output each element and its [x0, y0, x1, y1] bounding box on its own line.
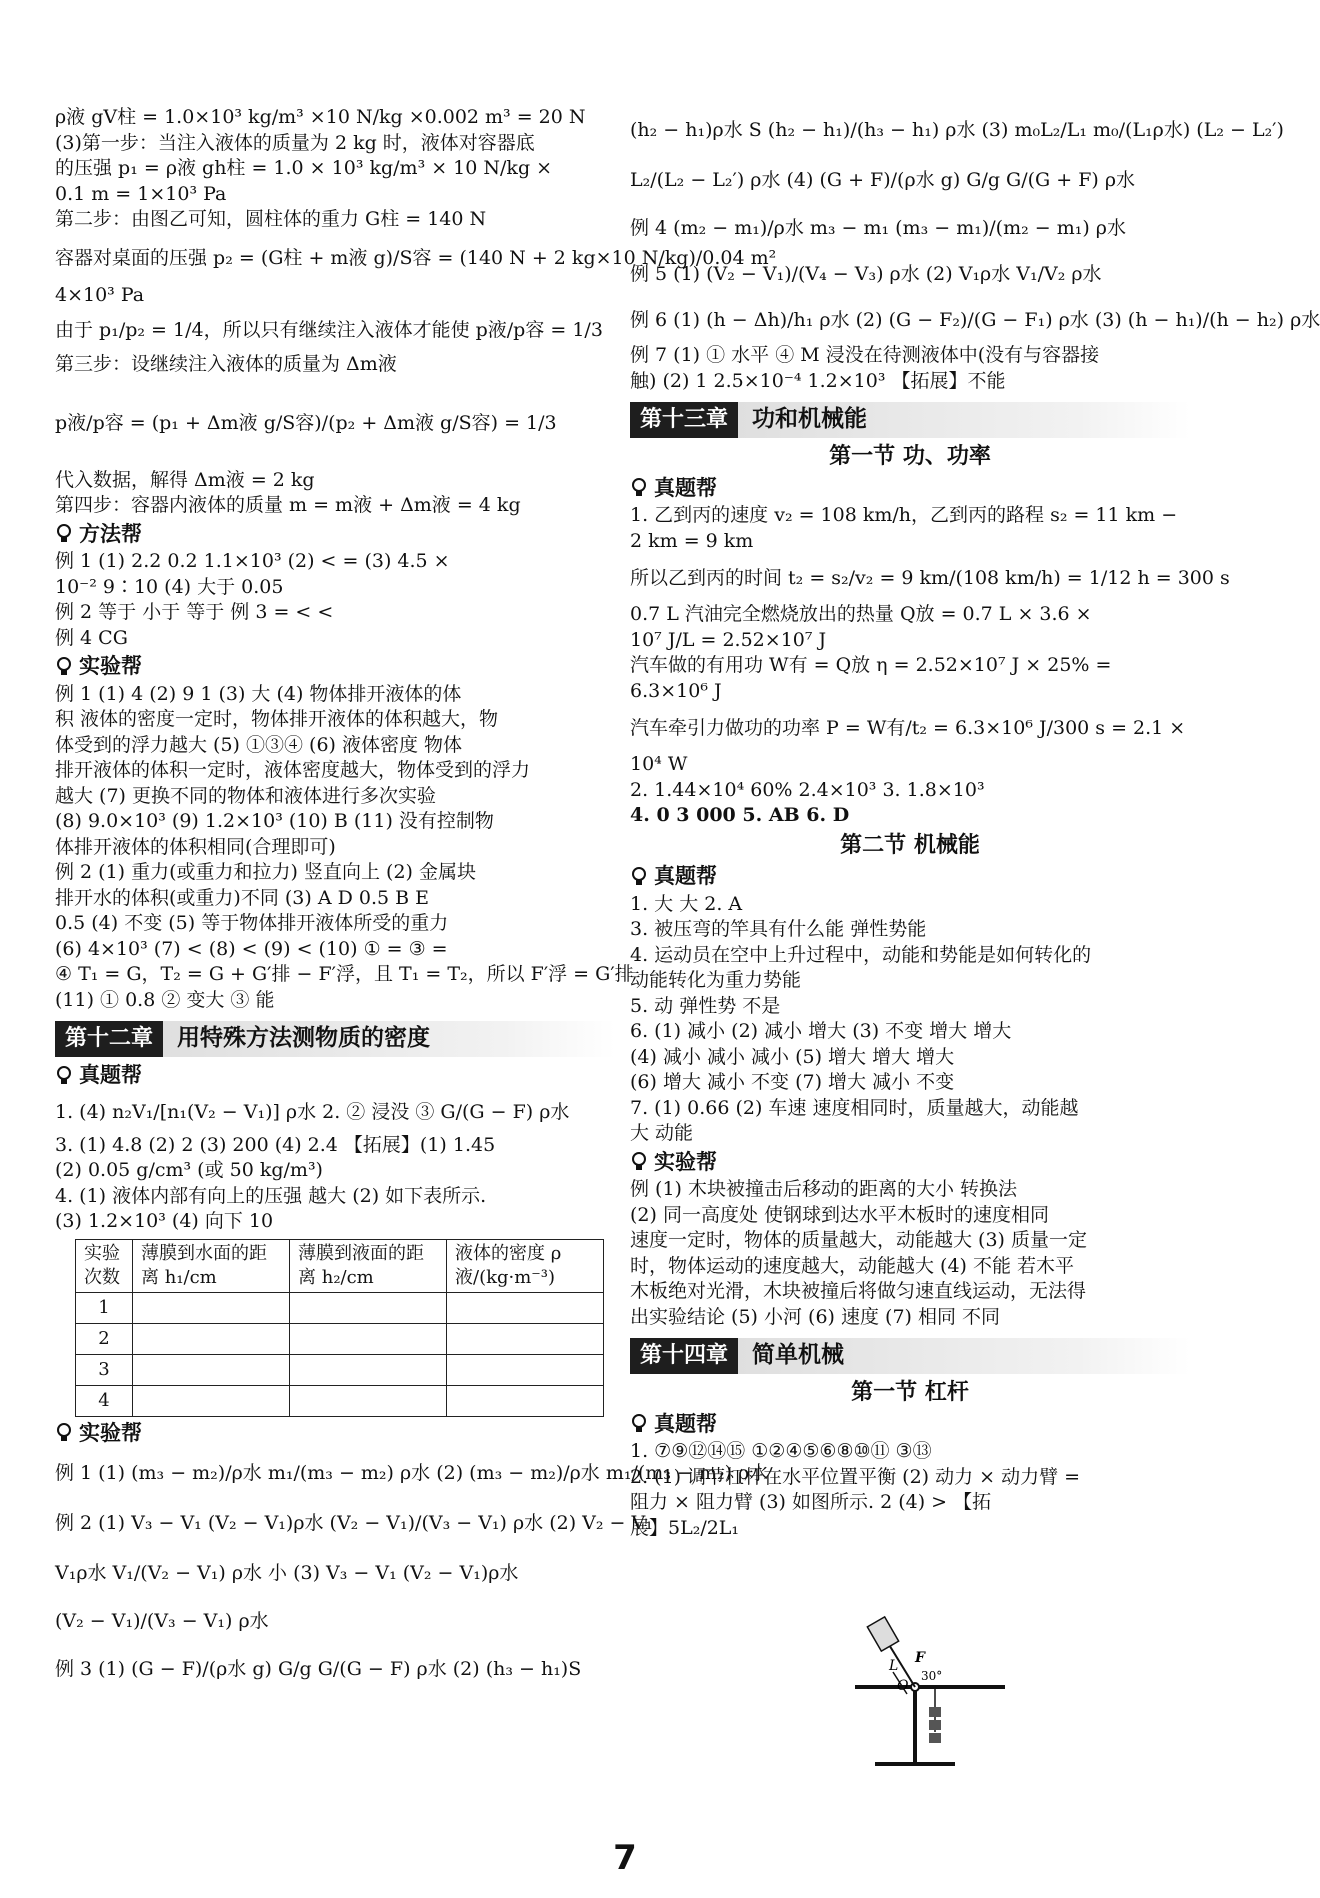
- text-line: 代入数据，解得 Δm液 = 2 kg: [55, 468, 315, 491]
- text-line: 10⁻² 9∶10 (4) 大于 0.05: [55, 575, 284, 598]
- lightbulb-icon: [55, 524, 73, 544]
- section-experiment-heading: [55, 654, 615, 680]
- text-line: 3. 被压弯的竿具有什么能 弹性势能: [630, 918, 927, 940]
- text-line: 4. 运动员在空中上升过程中，动能和势能是如何转化的: [630, 943, 1092, 966]
- table-header: 薄膜到液面的距离 h₂/cm: [290, 1239, 447, 1292]
- text-line: 3. (1) 4.8 (2) 2 (3) 200 (4) 2.4 【拓展】(1) 1.45: [55, 1133, 496, 1156]
- section-title: 第一节 功、功率: [829, 444, 991, 469]
- lightbulb-icon: [630, 867, 648, 887]
- text-line: 出实验结论 (5) 小河 (6) 速度 (7) 相同 不同: [630, 1305, 1001, 1328]
- text-line: 第二步：由图乙可知，圆柱体的重力 G柱 = 140 N: [55, 208, 487, 230]
- text-line: 10⁷ J/L = 2.52×10⁷ J: [630, 628, 827, 651]
- text-line: 第三步：设继续注入液体的质量为 Δm液: [55, 353, 397, 375]
- text-line: 速度一定时，物体的质量越大，动能越大 (3) 质量一定: [630, 1229, 1087, 1251]
- chapter-tag: 第十三章: [630, 402, 738, 438]
- text-line: 0.7 L 汽油完全燃烧放出的热量 Q放 = 0.7 L × 3.6 ×: [630, 603, 1092, 625]
- text-line: 0.1 m = 1×10³ Pa: [55, 182, 227, 205]
- section-label: 真题帮: [654, 475, 717, 500]
- weight: [929, 1707, 941, 1717]
- text-line: 0.5 (4) 不变 (5) 等于物体排开液体所受的重力: [55, 912, 449, 934]
- text-line: 5. 动 弹性势 不是: [630, 994, 781, 1017]
- text-line: (3) 1.2×10³ (4) 向下 10: [55, 1210, 274, 1232]
- text-line: 例 2 (1) 重力(或重力和拉力) 竖直向上 (2) 金属块: [55, 861, 476, 883]
- text-line: 例 2 等于 小于 等于 例 3 = < <: [55, 601, 334, 623]
- text-line: 例 6 (1) (h − Δh)/h₁ ρ水 (2) (G − F₂)/(G − F₁) ρ水 (3) (h − h₁)/(h − h₂) ρ水: [630, 309, 1320, 331]
- text-line: 4. 0 3 000 5. AB 6. D: [630, 804, 850, 826]
- table-cell: 2: [76, 1323, 133, 1354]
- table-cell: 4: [76, 1385, 133, 1416]
- text-line: (V₂ − V₁)/(V₃ − V₁) ρ水: [55, 1610, 269, 1632]
- chapter-12-banner: [55, 1021, 615, 1057]
- table-header-row: [76, 1239, 604, 1292]
- text-line: 2 km = 9 km: [630, 529, 754, 552]
- table-row: [76, 1354, 604, 1385]
- text-line: 阻力 × 阻力臂 (3) 如图所示. 2 (4) > 【拓: [630, 1491, 992, 1513]
- table-cell: [133, 1385, 290, 1416]
- text-line: 越大 (7) 更换不同的物体和液体进行多次实验: [55, 784, 436, 807]
- text-line: (8) 9.0×10³ (9) 1.2×10³ (10) B (11) 没有控制物: [55, 810, 494, 832]
- text-line: 例 1 (1) 4 (2) 9 1 (3) 大 (4) 物体排开液体的体: [55, 682, 462, 705]
- text-line: (3)第一步：当注入液体的质量为 2 kg 时，液体对容器底: [55, 131, 535, 154]
- spring-scale: [867, 1617, 898, 1651]
- text-line: 4×10³ Pa: [55, 283, 145, 306]
- text-line: 所以乙到丙的时间 t₂ = s₂/v₂ = 9 km/(108 km/h) = 1/12 h = 300 s: [630, 567, 1230, 589]
- text-line: 体排开液体的体积相同(合理即可): [55, 835, 336, 858]
- text-line: 2. (1) 调节杠杆在水平位置平衡 (2) 动力 × 动力臂 =: [630, 1465, 1081, 1488]
- text-line: 排开水的体积(或重力)不同 (3) A D 0.5 B E: [55, 886, 429, 909]
- text-line: 1. 大 大 2. A: [630, 892, 743, 915]
- section-real-heading: [630, 1412, 1190, 1438]
- section-real-heading: [630, 476, 1190, 502]
- text-line: ρ液 gV柱 = 1.0×10³ kg/m³ ×10 N/kg ×0.002 m³ = 20 N: [55, 106, 586, 128]
- table-header: 实验次数: [76, 1239, 133, 1292]
- lever-figure: [845, 1612, 1015, 1782]
- right-column: [630, 105, 1320, 1541]
- section-label: 方法帮: [79, 521, 142, 546]
- section-label: 实验帮: [79, 1420, 142, 1445]
- table-cell: [447, 1292, 604, 1323]
- text-line: 例 1 (1) (m₃ − m₂)/ρ水 m₁/(m₃ − m₂) ρ水 (2) (m₃ − m₂)/ρ水 m₁/(m₃ − m₂) ρ水: [55, 1462, 769, 1484]
- chapter-13-banner: [630, 402, 1190, 438]
- text-line: 积 液体的密度一定时，物体排开液体的体积越大，物: [55, 708, 499, 730]
- section-label: 真题帮: [79, 1063, 142, 1087]
- chapter-tag: 第十四章: [630, 1338, 738, 1374]
- weight: [929, 1733, 941, 1743]
- text-line: 例 3 (1) (G − F)/(ρ水 g) G/g G/(G − F) ρ水 (2) (h₃ − h₁)S: [55, 1658, 582, 1680]
- text-line: 排开液体的体积一定时，液体密度越大，物体受到的浮力: [55, 759, 531, 781]
- label-F: F: [915, 1650, 925, 1666]
- lightbulb-icon: [55, 1066, 73, 1086]
- lightbulb-icon: [630, 478, 648, 498]
- section-real-heading: [630, 864, 1190, 890]
- table-cell: 1: [76, 1292, 133, 1323]
- text-line: 2. 1.44×10⁴ 60% 2.4×10³ 3. 1.8×10³: [630, 778, 985, 801]
- text-line: 触) (2) 1 2.5×10⁻⁴ 1.2×10³ 【拓展】不能: [630, 369, 1006, 392]
- text-line: 6. (1) 减小 (2) 减小 增大 (3) 不变 增大 增大: [630, 1020, 1012, 1042]
- text-line: 例 7 (1) ① 水平 ④ M 浸没在待测液体中(没有与容器接: [630, 344, 1100, 366]
- table-row: [76, 1385, 604, 1416]
- text-line: 例 1 (1) 2.2 0.2 1.1×10³ (2) < = (3) 4.5 ×: [55, 550, 450, 572]
- label-angle: 30°: [921, 1669, 943, 1683]
- table-header: 薄膜到水面的距离 h₁/cm: [133, 1239, 290, 1292]
- text-line: 的压强 p₁ = ρ液 gh柱 = 1.0 × 10³ kg/m³ × 10 N/kg ×: [55, 157, 553, 179]
- text-line: 第四步：容器内液体的质量 m = m液 + Δm液 = 4 kg: [55, 494, 521, 516]
- text-line: 4. (1) 液体内部有向上的压强 越大 (2) 如下表所示.: [55, 1184, 487, 1207]
- table-cell: [290, 1354, 447, 1385]
- lightbulb-icon: [55, 1423, 73, 1443]
- text-line: 动能转化为重力势能: [630, 969, 802, 991]
- page-number: 7: [613, 1838, 637, 1878]
- text-line: 6.3×10⁶ J: [630, 679, 722, 702]
- text-line: 1. (4) n₂V₁/[n₁(V₂ − V₁)] ρ水 2. ② 浸没 ③ G/(G − F) ρ水: [55, 1100, 570, 1123]
- section-label: 实验帮: [79, 654, 142, 678]
- text-line: 例 4 CG: [55, 626, 128, 649]
- text-line: 7. (1) 0.66 (2) 车速 速度相同时，质量越大，动能越: [630, 1096, 1079, 1119]
- text-line: (h₂ − h₁)ρ水 S (h₂ − h₁)/(h₃ − h₁) ρ水 (3) m₀L₂/L₁ m₀/(L₁ρ水) (L₂ − L₂′): [630, 119, 1284, 141]
- table-cell: [447, 1323, 604, 1354]
- text-line: 体受到的浮力越大 (5) ①③④ (6) 液体密度 物体: [55, 733, 463, 756]
- text-line: 例 (1) 木块被撞击后移动的距离的大小 转换法: [630, 1178, 1018, 1200]
- table-cell: [290, 1292, 447, 1323]
- text-line: L₂/(L₂ − L₂′) ρ水 (4) (G + F)/(ρ水 g) G/g G/(G + F) ρ水: [630, 169, 1136, 191]
- lightbulb-icon: [630, 1414, 648, 1434]
- section-real-heading: [55, 1063, 615, 1089]
- text-line: 展】5L₂/2L₁: [630, 1516, 740, 1539]
- section-title: 第一节 杠杆: [851, 1380, 969, 1405]
- text-line: 汽车做的有用功 W有 = Q放 η = 2.52×10⁷ J × 25% =: [630, 654, 1112, 676]
- section-method-heading: [55, 522, 615, 548]
- data-table: [75, 1239, 604, 1417]
- section-label: 真题帮: [654, 864, 717, 888]
- text-line: (4) 减小 减小 减小 (5) 增大 增大 增大: [630, 1045, 955, 1068]
- label-L: L: [889, 1658, 899, 1674]
- section-label: 实验帮: [654, 1149, 717, 1174]
- text-line: (6) 增大 减小 不变 (7) 增大 减小 不变: [630, 1071, 955, 1093]
- text-line: (11) ① 0.8 ② 变大 ③ 能: [55, 988, 275, 1011]
- section-experiment-heading: [630, 1150, 1190, 1176]
- table-cell: [447, 1385, 604, 1416]
- table-cell: [447, 1354, 604, 1385]
- text-line: 例 5 (1) (V₂ − V₁)/(V₄ − V₃) ρ水 (2) V₁ρ水 V₁/V₂ ρ水: [630, 263, 1102, 285]
- table-cell: [133, 1354, 290, 1385]
- text-line: p液/p容 = (p₁ + Δm液 g/S容)/(p₂ + Δm液 g/S容) = 1/3: [55, 411, 557, 434]
- text-line: 汽车牵引力做功的功率 P = W有/t₂ = 6.3×10⁶ J/300 s = 2.1 ×: [630, 717, 1186, 739]
- text-line: (6) 4×10³ (7) < (8) < (9) < (10) ① = ③ =: [55, 937, 448, 960]
- text-line: (2) 0.05 g/cm³ (或 50 kg/m³): [55, 1159, 323, 1181]
- table-row: [76, 1292, 604, 1323]
- text-line: V₁ρ水 V₁/(V₂ − V₁) ρ水 小 (3) V₃ − V₁ (V₂ − V₁)ρ水: [55, 1562, 519, 1584]
- text-line: 1. 乙到丙的速度 v₂ = 108 km/h，乙到丙的路程 s₂ = 11 km −: [630, 504, 1178, 526]
- table-cell: [133, 1323, 290, 1354]
- label-O: O: [897, 1678, 909, 1694]
- chapter-title: 功和机械能: [752, 406, 868, 433]
- table-header: 液体的密度 ρ液/(kg·m⁻³): [447, 1239, 604, 1292]
- table-cell: [290, 1385, 447, 1416]
- table-row: [76, 1323, 604, 1354]
- weight: [929, 1720, 941, 1730]
- section-label: 真题帮: [654, 1411, 717, 1436]
- text-line: 容器对桌面的压强 p₂ = (G柱 + m液 g)/S容 = (140 N + 2 kg×10 N/kg)/0.04 m²: [55, 246, 777, 269]
- text-line: 时，物体运动的速度越大，动能越大 (4) 不能 若木平: [630, 1254, 1075, 1277]
- chapter-title: 简单机械: [752, 1342, 845, 1369]
- section-experiment-heading: [55, 1421, 615, 1447]
- table-cell: [133, 1292, 290, 1323]
- chapter-title: 用特殊方法测物质的密度: [177, 1025, 431, 1052]
- text-line: (2) 同一高度处 使钢球到达水平木板时的速度相同: [630, 1203, 1049, 1226]
- chapter-14-banner: [630, 1338, 1190, 1374]
- lightbulb-icon: [55, 657, 73, 677]
- text-line: 10⁴ W: [630, 753, 688, 775]
- text-line: 由于 p₁/p₂ = 1/4，所以只有继续注入液体才能使 p液/p容 = 1/3: [55, 319, 603, 341]
- text-line: 木板绝对光滑，木块被撞后将做匀速直线运动，无法得: [630, 1280, 1087, 1302]
- chapter-tag: 第十二章: [55, 1021, 163, 1057]
- table-cell: [290, 1323, 447, 1354]
- text-line: 1. ⑦⑨⑫⑭⑮ ①②④⑤⑥⑧⑩⑪ ③⑬: [630, 1440, 932, 1462]
- lightbulb-icon: [630, 1152, 648, 1172]
- text-line: 例 4 (m₂ − m₁)/ρ水 m₃ − m₁ (m₃ − m₁)/(m₂ − m₁) ρ水: [630, 217, 1126, 239]
- text-line: 大 动能: [630, 1122, 694, 1144]
- table-cell: 3: [76, 1354, 133, 1385]
- text-line: 例 2 (1) V₃ − V₁ (V₂ − V₁)ρ水 (V₂ − V₁)/(V₃ − V₁) ρ水 (2) V₂ − V₁: [55, 1512, 653, 1534]
- section-title: 第二节 机械能: [840, 832, 980, 858]
- text-line: ④ T₁ = G，T₂ = G + G′排 − F′浮，且 T₁ = T₂，所以 F′浮 = G′排: [55, 963, 634, 985]
